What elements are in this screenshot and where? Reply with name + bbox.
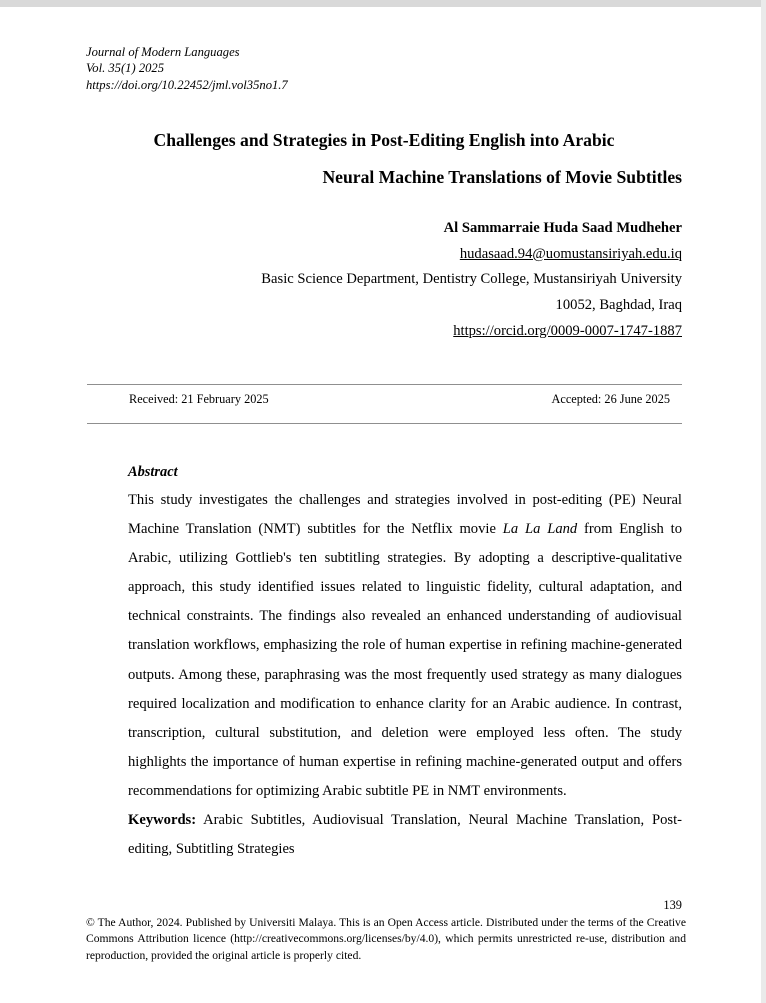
abstract-heading: Abstract xyxy=(128,464,178,480)
journal-masthead xyxy=(86,44,288,93)
author-block xyxy=(86,216,682,345)
divider-above-dates xyxy=(87,384,682,385)
journal-name: Journal of Modern Languages xyxy=(86,45,240,59)
abstract-body xyxy=(128,486,682,806)
title-line-2: Neural Machine Translations of Movie Subtitles xyxy=(322,167,682,187)
dates-row xyxy=(87,392,682,407)
keywords-list: Arabic Subtitles, Audiovisual Translation, Neural Machine Translation, Post-editing, Subtitling Strategies xyxy=(128,812,682,858)
abstract-text-part-2: from English to Arabic, utilizing Gottlieb's ten subtitling strategies. By adopting a descriptive-qualitative approach, this study identified issues related to linguistic fidelity, cultural adaptation, and technical constraints. The findings also revealed an enhanced understanding of audiovisual translation workflows, emphasizing the role of human expertise in refining machine-generated outputs. Among these, paraphrasing was the most frequently used strategy as many dialogues required localization and modification to enhance clarity for an Arabic audience. In contrast, transcription, cultural substitution, and deletion were employed less often. The study highlights the importance of human expertise in refining machine-generated output and offers recommendations for optimizing Arabic subtitle PE in NMT environments. xyxy=(128,521,683,799)
author-address: 10052, Baghdad, Iraq xyxy=(555,297,682,314)
keywords-line xyxy=(128,806,682,864)
title-line-1: Challenges and Strategies in Post-Editing English into Arabic xyxy=(153,130,615,150)
page-number: 139 xyxy=(663,898,682,912)
copyright-notice: © The Author, 2024. Published by Universiti Malaya. This is an Open Access article. Distributed under the terms of the Creative Commons Attribution licence (http://creativecommons.org/licenses/by/4.0), which permits unrestricted re-use, distribution and reproduction, provided the original article is properly cited. xyxy=(86,916,686,962)
keywords-label: Keywords: xyxy=(128,812,197,829)
author-affiliation: Basic Science Department, Dentistry College, Mustansiriyah University xyxy=(261,271,682,288)
abstract-section xyxy=(128,464,682,864)
author-email-link[interactable]: hudasaad.94@uomustansiriyah.edu.iq xyxy=(459,245,682,262)
movie-title-italic: La La Land xyxy=(502,521,578,538)
journal-volume: Vol. 35(1) 2025 xyxy=(86,61,165,76)
journal-doi[interactable]: https://doi.org/10.22452/jml.vol35no1.7 xyxy=(86,77,288,92)
author-name: Al Sammarraie Huda Saad Mudheher xyxy=(443,220,682,236)
divider-below-dates xyxy=(87,423,682,424)
page-title xyxy=(86,122,682,196)
accepted-date: Accepted: 26 June 2025 xyxy=(551,392,670,406)
abstract-text-part-1: This study investigates the challenges and strategies involved in post-editing (PE) Neural Machine Translation (NMT) subtitles for the Netflix movie xyxy=(128,492,682,538)
received-date: Received: 21 February 2025 xyxy=(129,392,269,406)
author-orcid-link[interactable]: https://orcid.org/0009-0007-1747-1887 xyxy=(453,322,682,339)
